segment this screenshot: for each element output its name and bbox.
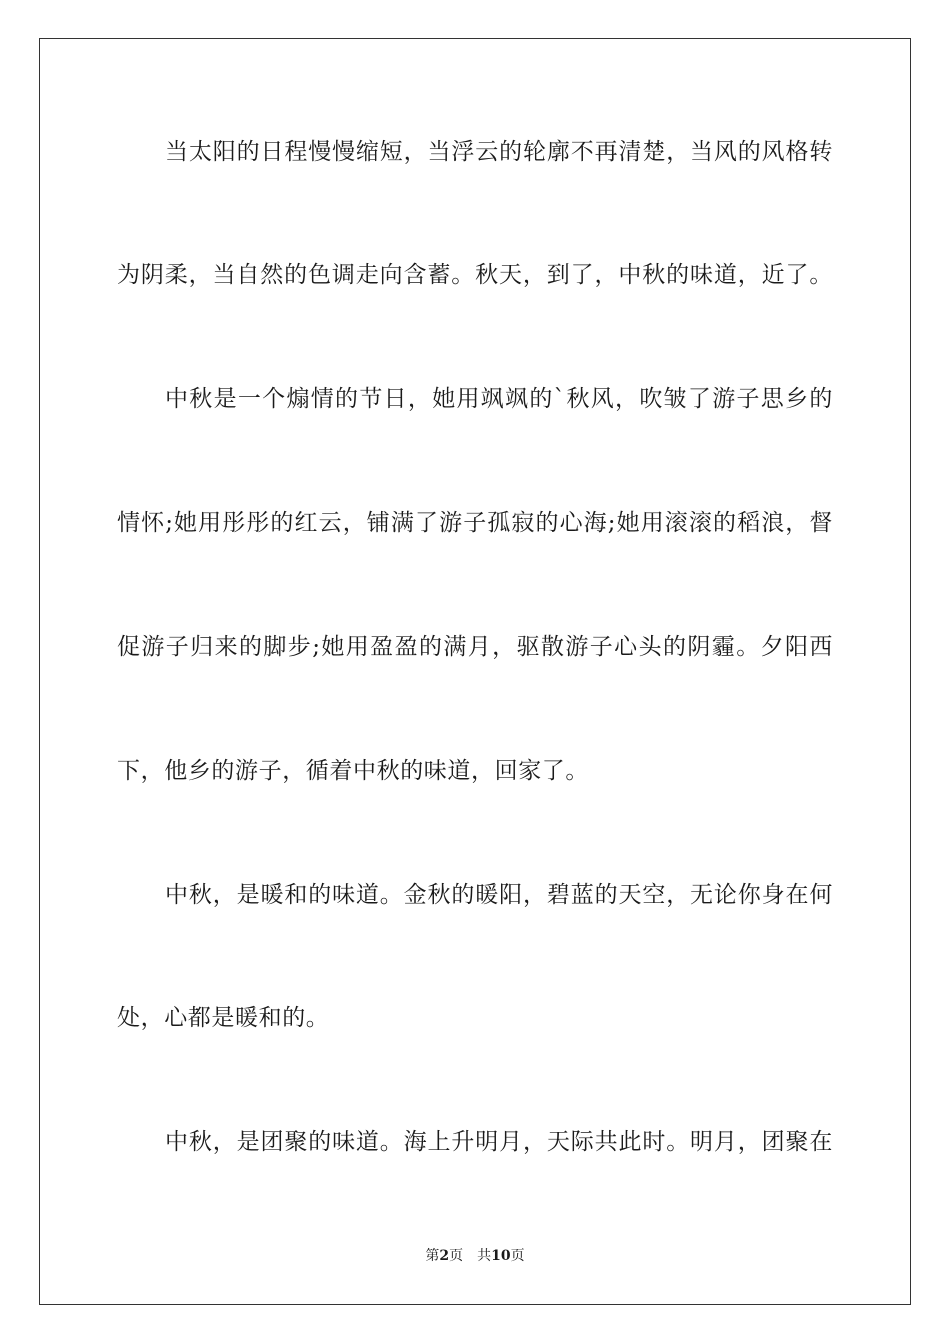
- paragraph-2-line-1: 中秋是一个煽情的节日，她用飒飒的`秋风，吹皱了游子思乡的: [165, 386, 833, 412]
- paragraph-2-line-4: 下，他乡的游子，循着中秋的味道，回家了。: [117, 758, 589, 784]
- paragraph-3-line-2: 处，心都是暖和的。: [117, 1005, 330, 1031]
- page-number-prefix: 第: [425, 1248, 440, 1264]
- page-footer: [0, 1247, 950, 1265]
- total-pages-suffix: 页: [510, 1248, 525, 1264]
- paragraph-4-line-1: 中秋，是团聚的味道。海上升明月，天际共此时。明月，团聚在: [165, 1129, 833, 1155]
- page-number: 2: [439, 1248, 450, 1264]
- paragraph-1-line-1: 当太阳的日程慢慢缩短，当浮云的轮廓不再清楚，当风的风格转: [165, 139, 833, 165]
- page-border: [39, 38, 911, 1305]
- paragraph-2-line-2: 情怀;她用彤彤的红云，铺满了游子孤寂的心海;她用滚滚的稻浪，督: [117, 510, 833, 536]
- total-pages: 10: [491, 1248, 511, 1264]
- paragraph-3-line-1: 中秋，是暖和的味道。金秋的暖阳，碧蓝的天空，无论你身在何: [165, 882, 833, 908]
- paragraph-1-line-2: 为阴柔，当自然的色调走向含蓄。秋天，到了，中秋的味道，近了。: [117, 262, 833, 288]
- total-pages-prefix: 共: [477, 1248, 492, 1264]
- paragraph-2-line-3: 促游子归来的脚步;她用盈盈的满月，驱散游子心头的阴霾。夕阳西: [117, 634, 833, 660]
- page-number-suffix: 页: [449, 1248, 464, 1264]
